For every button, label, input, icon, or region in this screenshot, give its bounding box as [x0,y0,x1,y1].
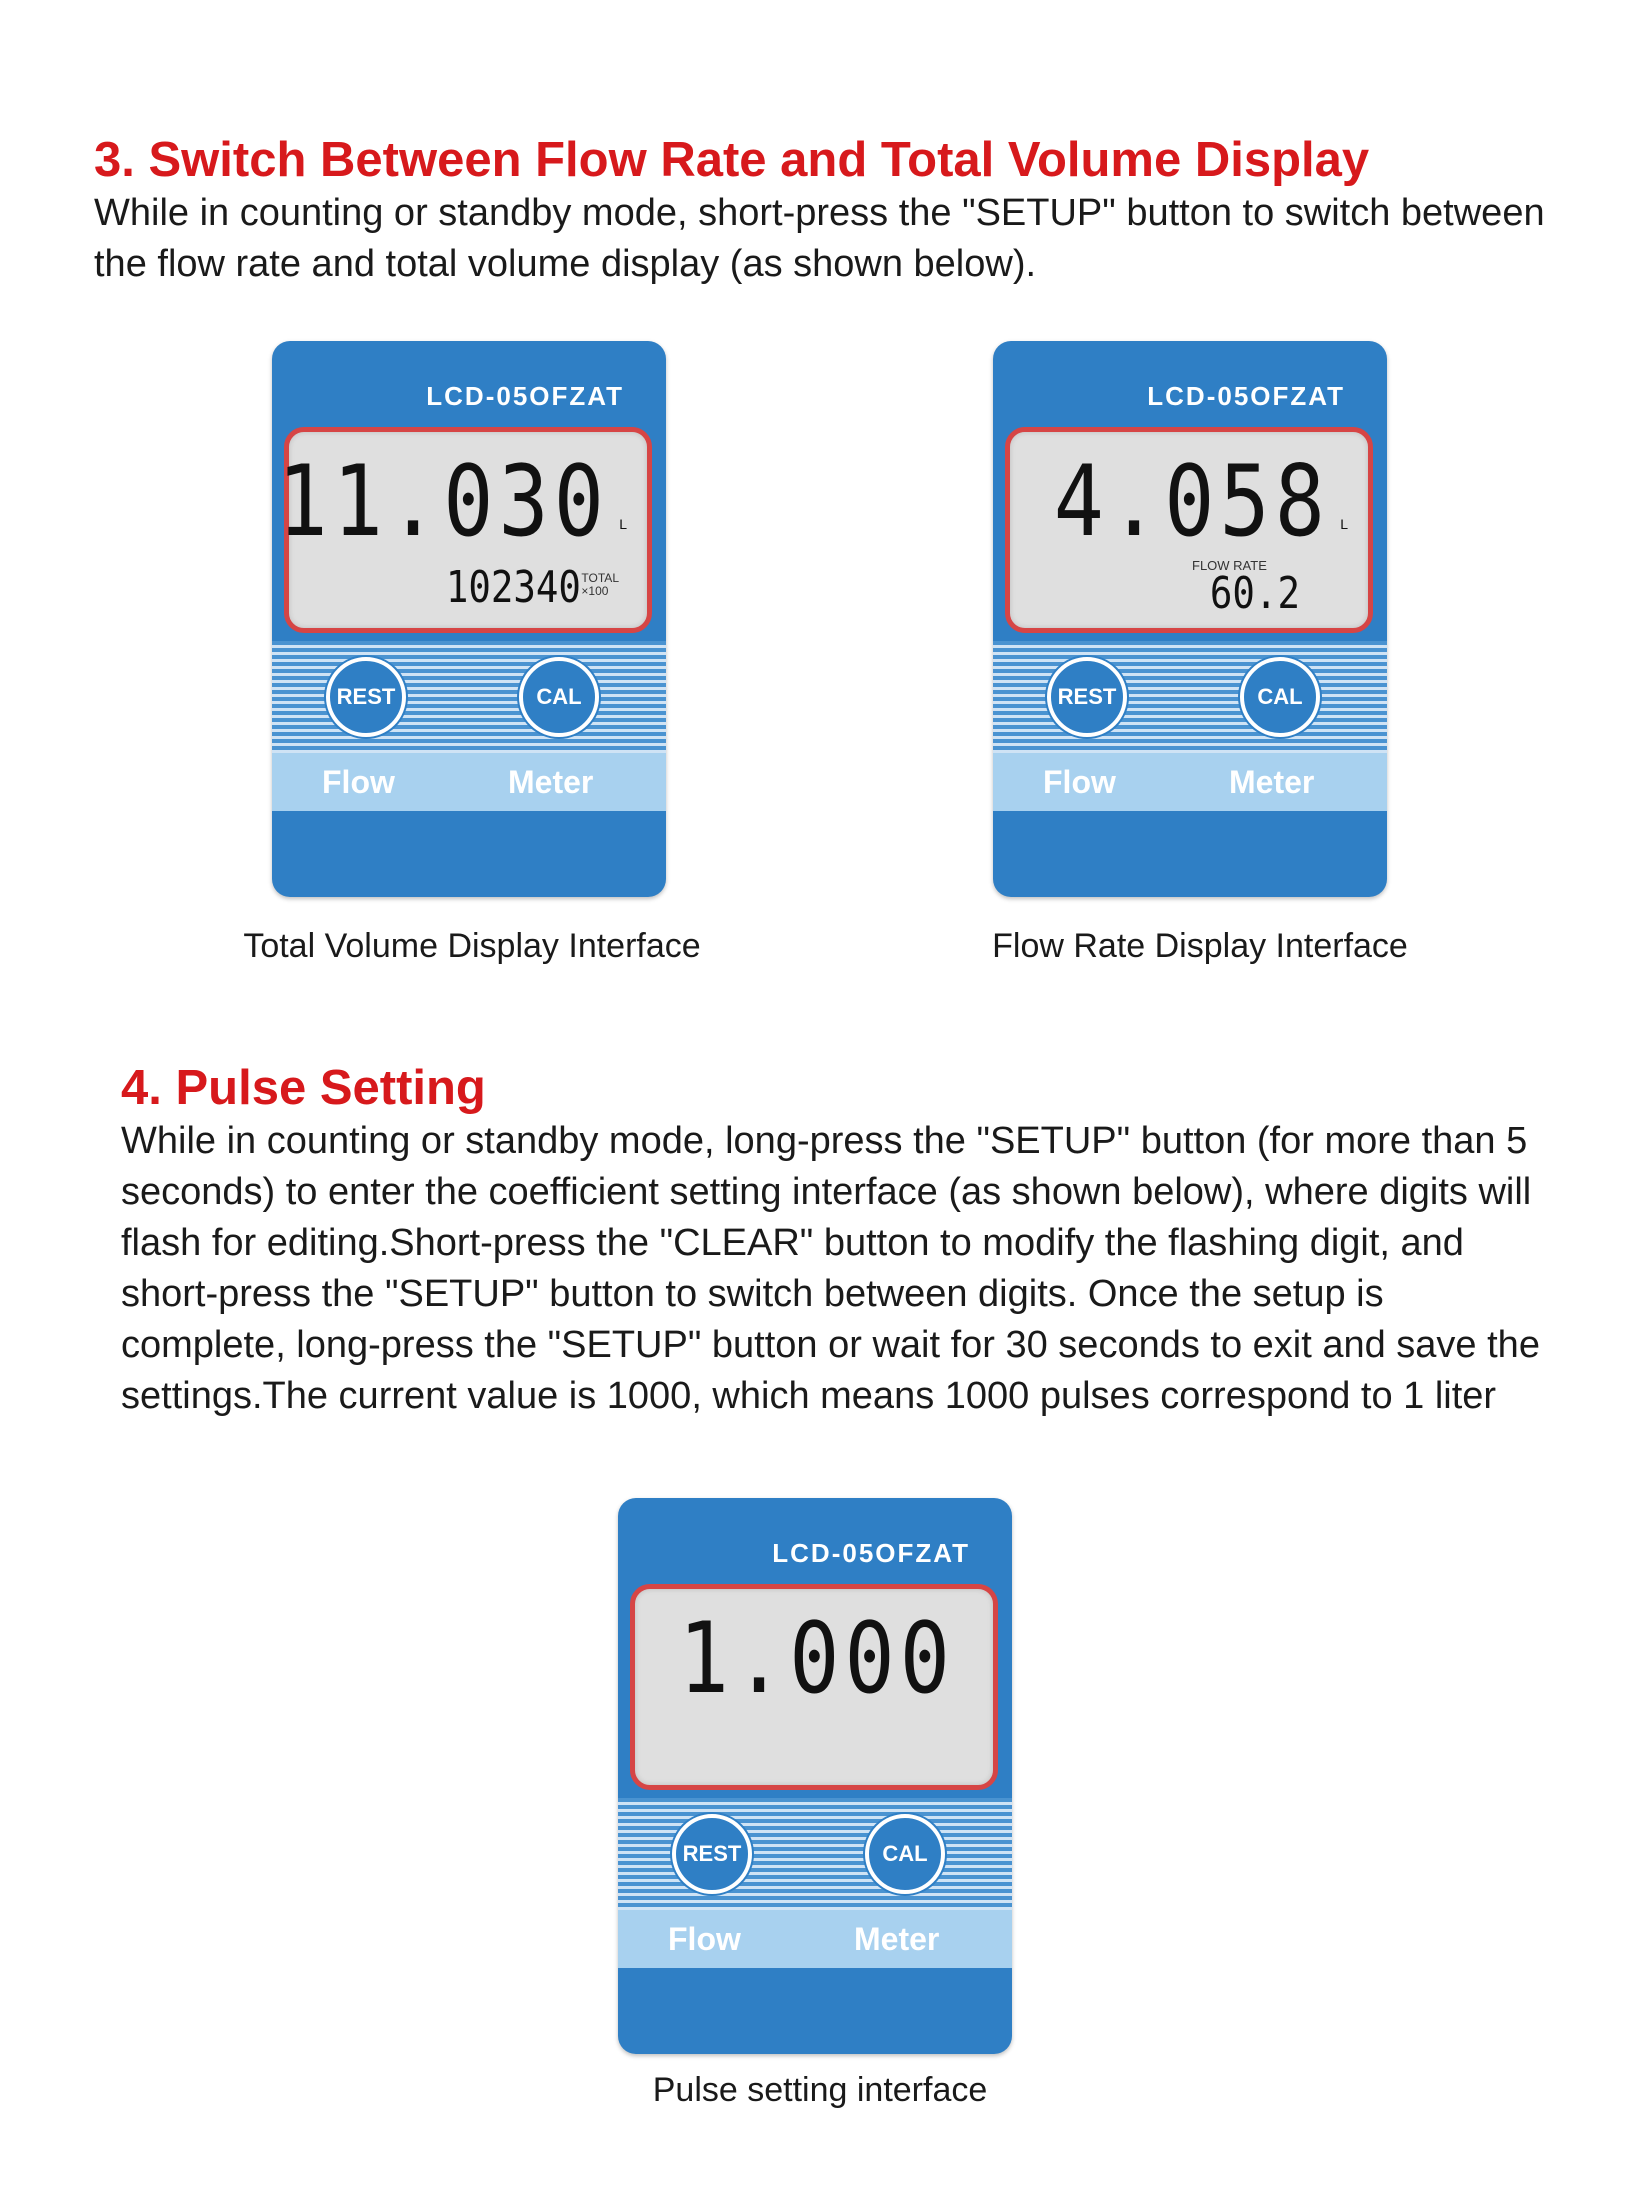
cal-button[interactable]: CAL [519,657,599,737]
rest-button[interactable]: REST [672,1814,752,1894]
lcd-sub-reading: 102340 [445,562,581,613]
brand-word-meter: Meter [508,764,594,800]
section-3-heading: 3. Switch Between Flow Rate and Total Volume Display [94,133,1370,187]
rest-button[interactable]: REST [1047,657,1127,737]
lcd-unit: L [1340,516,1348,532]
brand-word-flow: Flow [668,1921,741,1957]
caption-pulse-setting: Pulse setting interface [652,2071,988,2109]
lcd-total-label: TOTAL [581,571,619,585]
cal-button[interactable]: CAL [1240,657,1320,737]
lcd-multiplier-label: ×100 [581,584,609,598]
device-model-label: LCD-05OFZAT [772,1538,970,1568]
brand-word-meter: Meter [854,1921,940,1957]
device-model-label: LCD-05OFZAT [1147,381,1345,411]
brand-band [272,753,666,811]
lcd-unit: L [619,516,627,532]
section-3-body: While in counting or standby mode, short-press the "SETUP" button to switch between the flow rate and total volume display (as shown below). [94,192,1545,285]
caption-flow-rate: Flow Rate Display Interface [992,927,1408,965]
lcd-screen [277,427,652,633]
brand-band [993,753,1387,811]
device-model-label: LCD-05OFZAT [426,381,624,411]
section-3 [94,132,1594,290]
brand-word-flow: Flow [322,764,395,800]
brand-word-flow: Flow [1043,764,1116,800]
section-4 [121,1060,1551,1422]
lcd-main-reading: 11.030 [277,445,609,559]
device-total-volume [272,341,666,897]
device-flow-rate [993,341,1387,897]
lcd-main-reading: 1.000 [678,1602,955,1716]
brand-word-meter: Meter [1229,764,1315,800]
lcd-screen [630,1584,998,1790]
brand-band [618,1910,1012,1968]
section-4-body: While in counting or standby mode, long-press the "SETUP" button (for more than 5 seconds) to enter the coefficient setting interface (as shown below), where digits will flash for editing.Short-press the "CLEAR" button to modify the flashing digit, and short-press the "SETUP" button to switch between digits. Once the setup is complete, long-press the "SETUP" button or wait for 30 seconds to exit and save the settings.The current value is 1000, which means 1000 pulses correspond to 1 liter [121,1120,1540,1417]
lcd-screen [1005,427,1373,633]
device-pulse-setting [618,1498,1012,2054]
cal-button[interactable]: CAL [865,1814,945,1894]
lcd-sub-note [581,572,619,598]
rest-button[interactable]: REST [326,657,406,737]
section-4-heading: 4. Pulse Setting [121,1061,486,1115]
lcd-sub-reading: 60.2 [1209,568,1300,619]
lcd-flow-rate-label: FLOW RATE [1192,558,1267,573]
caption-total-volume: Total Volume Display Interface [243,927,701,965]
lcd-main-reading: 4.058 [1053,445,1330,559]
